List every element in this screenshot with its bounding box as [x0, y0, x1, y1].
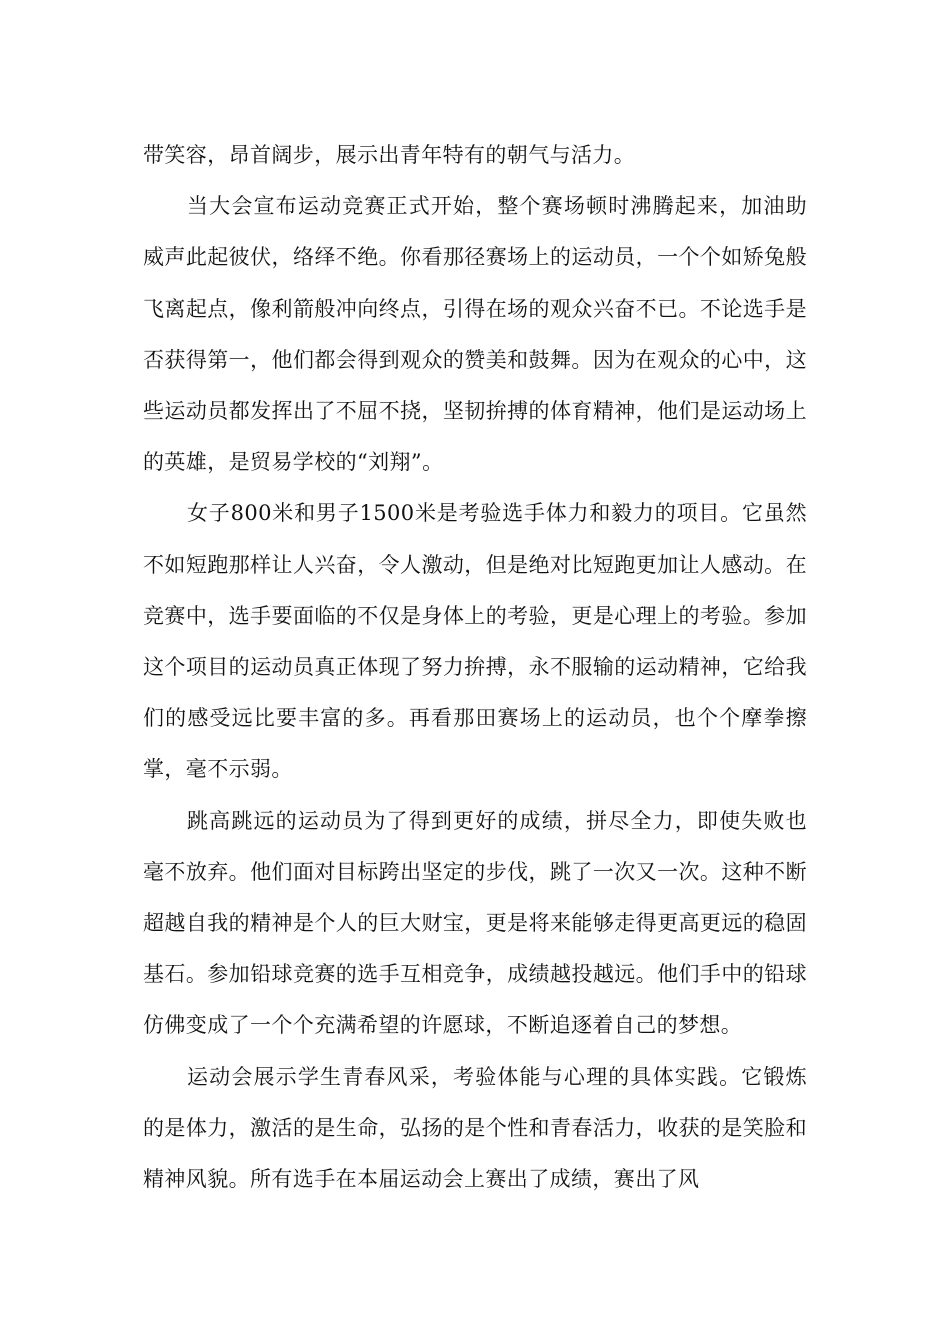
- paragraph-field-events: 跳高跳远的运动员为了得到更好的成绩，拼尽全力，即使失败也毫不放弃。他们面对目标跨出坚定的步伐，跳了一次又一次。这种不断超越自我的精神是个人的巨大财宝，更是将来能够走得更高更远的稳固基石。参加铅球竞赛的选手互相竞争，成绩越投越远。他们手中的铅球仿佛变成了一个个充满希望的许愿球，不断追逐着自己的梦想。: [143, 808, 807, 1038]
- document-body: [143, 130, 807, 1205]
- paragraph-competition-start: 当大会宣布运动竞赛正式开始，整个赛场顿时沸腾起来，加油助威声此起彼伏，络绎不绝。你看那径赛场上的运动员，一个个如矫兔般飞离起点，像利箭般冲向终点，引得在场的观众兴奋不已。不论选手是否获得第一，他们都会得到观众的赞美和鼓舞。因为在观众的心中，这些运动员都发挥出了不屈不挠，坚韧拚搏的体育精神，他们是运动场上的英雄，是贸易学校的“刘翔”。: [143, 194, 807, 475]
- paragraph-conclusion: 运动会展示学生青春风采，考验体能与心理的具体实践。它锻炼的是体力，激活的是生命，弘扬的是个性和青春活力，收获的是笑脸和精神风貌。所有选手在本届运动会上赛出了成绩，赛出了风: [143, 1064, 807, 1192]
- paragraph-continuation: 带笑容，昂首阔步，展示出青年特有的朝气与活力。: [143, 143, 636, 167]
- paragraph-distance-races: 女子800米和男子1500米是考验选手体力和毅力的项目。它虽然不如短跑那样让人兴奋，令人激动，但是绝对比短跑更加让人感动。在竞赛中，选手要面临的不仅是身体上的考验，更是心理上的考验。参加这个项目的运动员真正体现了努力拚搏，永不服输的运动精神，它给我们的感受远比要丰富的多。再看那田赛场上的运动员，也个个摩拳擦掌，毫不示弱。: [143, 501, 807, 782]
